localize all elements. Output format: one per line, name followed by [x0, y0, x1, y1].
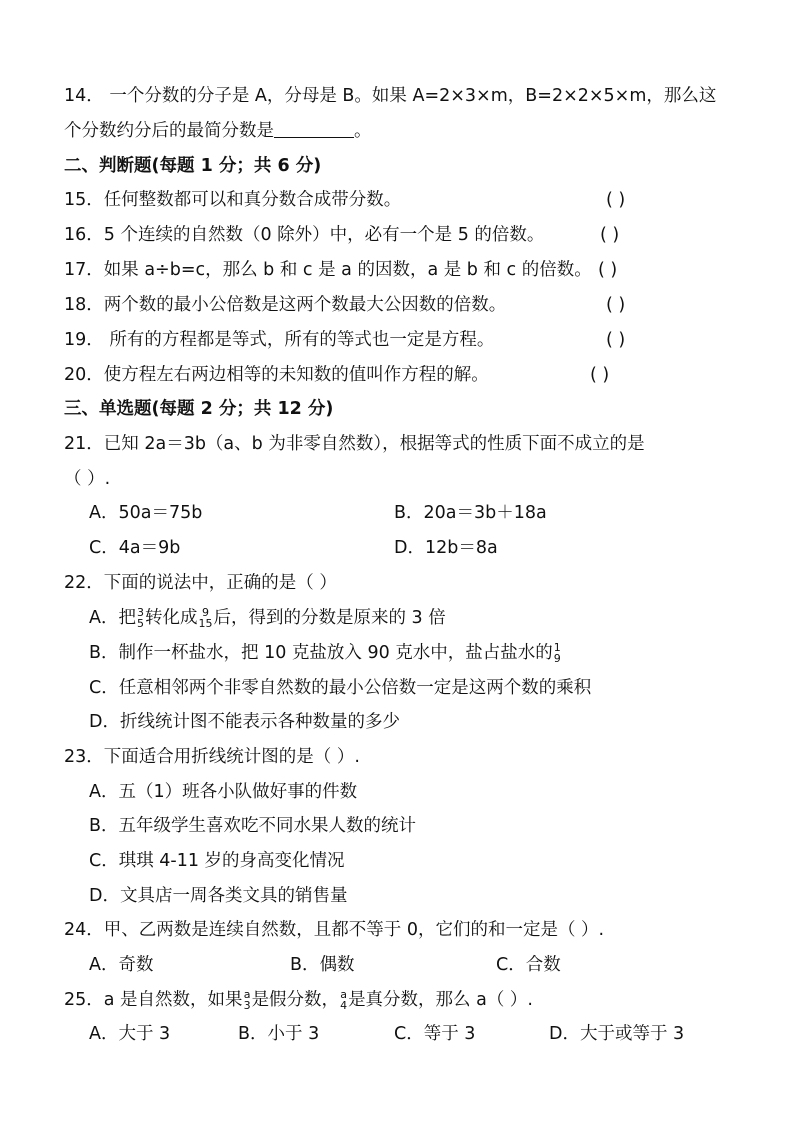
question-25-option-c: C．等于 3: [394, 1024, 476, 1044]
question-22-option-d: D．折线统计图不能表示各种数量的多少: [89, 712, 400, 732]
question-14-text: 个分数约分后的最简分数是: [64, 121, 274, 141]
question-22: 22．下面的说法中，正确的是（ ）: [64, 573, 337, 593]
question-21-paren: （ ）.: [64, 469, 111, 489]
question-22-option-a: [89, 606, 446, 630]
fraction-numerator: a: [243, 988, 251, 1001]
question-19-paren: ( ): [606, 330, 626, 350]
question-24-option-c: C．合数: [496, 955, 561, 975]
option-b-pre: B．制作一杯盐水，把 10 克盐放入 90 克水中，盐占盐水的: [89, 643, 553, 663]
fraction-denominator: 4: [340, 999, 348, 1012]
fraction-denominator: 5: [136, 617, 144, 630]
question-23-option-c: C．琪琪 4-11 岁的身高变化情况: [89, 851, 345, 871]
question-23: 23．下面适合用折线统计图的是（ ）.: [64, 747, 360, 767]
question-25-mid: 是假分数，: [251, 990, 340, 1010]
option-a-post: 后，得到的分数是原来的 3 倍: [213, 608, 446, 628]
question-21-option-a: A．50a＝75b: [89, 503, 203, 523]
question-17-paren: ( ): [598, 260, 618, 280]
question-25: [64, 988, 533, 1012]
question-25-option-a: A．大于 3: [89, 1024, 171, 1044]
question-16: 16．5 个连续的自然数（0 除外）中，必有一个是 5 的倍数。: [64, 225, 545, 245]
fraction-a-4: [340, 989, 347, 1011]
question-19: 19． 所有的方程都是等式，所有的等式也一定是方程。: [64, 330, 495, 350]
fraction-1-9: [554, 642, 561, 664]
question-21: 21．已知 2a＝3b（a、b 为非零自然数），根据等式的性质下面不成立的是: [64, 434, 645, 454]
question-21-option-c: C．4a＝9b: [89, 538, 181, 558]
question-20: 20．使方程左右两边相等的未知数的值叫作方程的解。: [64, 365, 489, 385]
fraction-a-3: [244, 989, 251, 1011]
question-18: 18．两个数的最小公倍数是这两个数最大公因数的倍数。: [64, 295, 507, 315]
question-21-option-b: B．20a＝3b＋18a: [394, 503, 547, 523]
question-23-option-d: D．文具店一周各类文具的销售量: [89, 886, 348, 906]
fraction-3-5: [137, 607, 144, 629]
question-21-option-d: D．12b＝8a: [394, 538, 498, 558]
question-24: 24．甲、乙两数是连续自然数，且都不等于 0，它们的和一定是（ ）.: [64, 920, 605, 940]
question-24-option-b: B．偶数: [290, 955, 355, 975]
question-14-line-1: 14． 一个分数的分子是 A，分母是 B。如果 A=2×3×m，B=2×2×5×m，那么这: [64, 86, 717, 106]
question-23-option-a: A．五（1）班各小队做好事的件数: [89, 782, 358, 802]
fraction-numerator: 9: [201, 606, 209, 619]
question-20-paren: ( ): [590, 365, 610, 385]
question-17: 17．如果 a÷b=c，那么 b 和 c 是 a 的因数，a 是 b 和 c 的倍数。: [64, 260, 592, 280]
question-25-option-b: B．小于 3: [238, 1024, 320, 1044]
answer-blank: [274, 119, 354, 138]
question-15: 15．任何整数都可以和真分数合成带分数。: [64, 190, 402, 210]
fraction-denominator: 3: [243, 999, 251, 1012]
section-2-title: 二、判断题(每题 1 分；共 6 分): [64, 156, 322, 176]
fraction-numerator: 3: [136, 606, 144, 619]
question-16-paren: ( ): [600, 225, 620, 245]
section-3-title: 三、单选题(每题 2 分；共 12 分): [64, 399, 334, 419]
fraction-denominator: 9: [553, 652, 561, 665]
question-14-end: 。: [354, 121, 372, 141]
fraction-denominator: 15: [198, 617, 213, 630]
fraction-9-15: [198, 607, 212, 629]
question-24-option-a: A．奇数: [89, 955, 154, 975]
question-22-option-c: C．任意相邻两个非零自然数的最小公倍数一定是这两个数的乘积: [89, 678, 592, 698]
question-25-pre: 25．a 是自然数，如果: [64, 990, 243, 1010]
question-25-option-d: D．大于或等于 3: [549, 1024, 685, 1044]
fraction-numerator: a: [340, 988, 347, 1001]
option-a-mid: 转化成: [144, 608, 198, 628]
question-14-line-2: [64, 119, 372, 143]
question-25-post: 是真分数，那么 a（ ）.: [348, 990, 533, 1010]
fraction-numerator: 1: [553, 641, 561, 654]
question-23-option-b: B．五年级学生喜欢吃不同水果人数的统计: [89, 816, 417, 836]
option-a-pre: A．把: [89, 608, 136, 628]
question-18-paren: ( ): [606, 295, 626, 315]
question-15-paren: ( ): [606, 190, 626, 210]
question-22-option-b: [89, 641, 562, 665]
